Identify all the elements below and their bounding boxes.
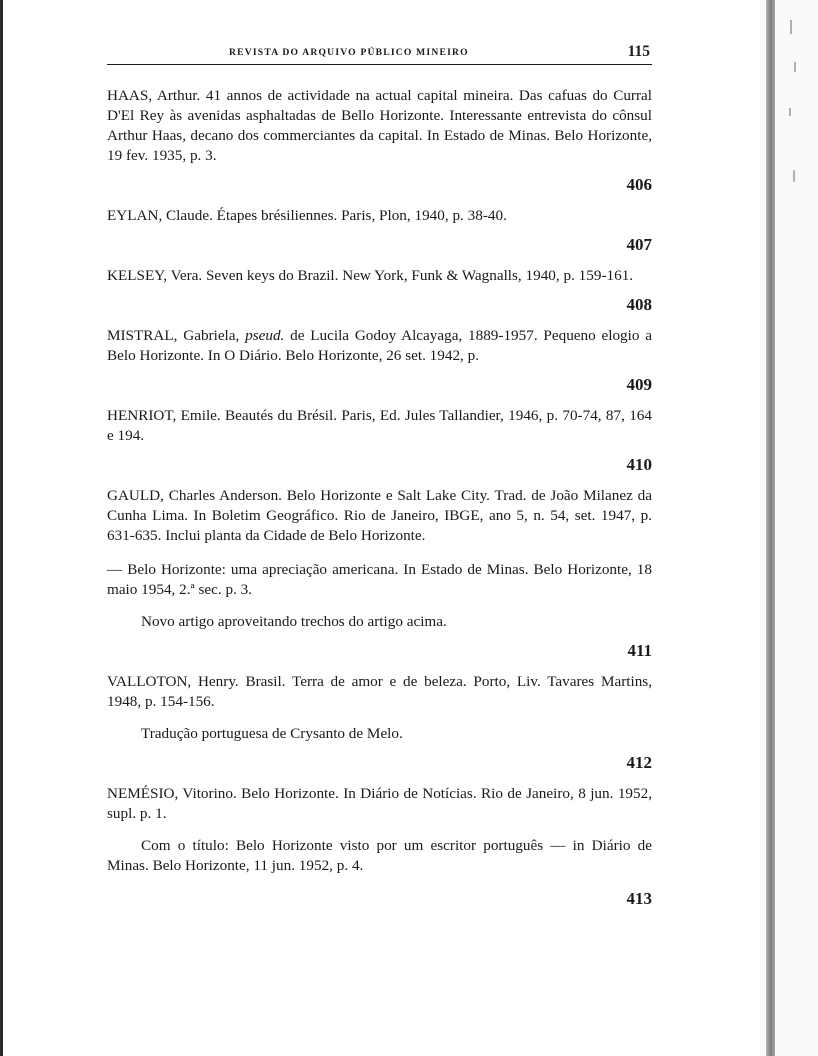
entry-number: 406 <box>626 175 652 194</box>
running-header <box>107 40 652 65</box>
entry-citation: VALLOTON, Henry. Brasil. Terra de amor e de beleza. Porto, Liv. Tavares Martins, 1948, p. 154-156. <box>107 673 652 710</box>
entry-citation: KELSEY, Vera. Seven keys do Brazil. New York, Funk & Wagnalls, 1940, p. 159-161. <box>107 267 634 284</box>
bibliography-entry <box>107 672 652 780</box>
bibliography-entry <box>107 326 652 402</box>
entry-number: 413 <box>626 889 652 908</box>
entry-number: 412 <box>626 753 652 772</box>
scan-mark <box>789 108 791 116</box>
bibliography-entry <box>107 266 652 322</box>
entry-citation: GAULD, Charles Anderson. Belo Horizonte e Salt Lake City. Trad. de João Milanez da Cunha Lima. In Boletim Geográfico. Rio de Janeiro, IBGE, ano 5, n. 54, set. 1947, p. 631-635. Inclui planta da Cidade de Belo Horizonte. <box>107 487 652 544</box>
scan-mark <box>790 20 792 34</box>
page-left-edge <box>0 0 3 1056</box>
entry-citation <box>107 326 652 366</box>
citation-text: de Lucila Godoy Alcayaga, 1889-1957. Pequeno elogio a Belo Horizonte. In O Diário. Belo Horizonte, 26 set. 1942, p. <box>107 327 652 364</box>
bibliography-entry <box>107 486 652 668</box>
document-page <box>107 40 652 920</box>
entry-note: Tradução portuguesa de Crysanto de Melo. <box>141 725 403 742</box>
entry-number: 409 <box>626 375 652 394</box>
journal-title: REVISTA DO ARQUIVO PÚBLICO MINEIRO <box>229 47 469 58</box>
binding-margin <box>760 0 818 1056</box>
entry-note: Novo artigo aproveitando trechos do artigo acima. <box>141 613 447 630</box>
scan-mark <box>794 62 796 72</box>
bibliography-entry <box>107 406 652 482</box>
entry-number: 411 <box>627 641 652 660</box>
entry-citation: HENRIOT, Emile. Beautés du Brésil. Paris, Ed. Jules Tallandier, 1946, p. 70-74, 87, 164 e 194. <box>107 407 652 444</box>
entry-citation: HAAS, Arthur. 41 annos de actividade na actual capital mineira. Das cafuas do Curral D'El Rey às avenidas asphaltadas de Bello Horizonte. Interessante entrevista do cônsul Arthur Haas, decano dos commerciantes da capital. In Estado de Minas. Belo Horizonte, 19 fev. 1935, p. 3. <box>107 87 652 164</box>
entry-number: 407 <box>626 235 652 254</box>
citation-text: MISTRAL, Gabriela, <box>107 327 246 344</box>
binding-bar <box>766 0 775 1056</box>
bibliography-entry <box>107 86 652 202</box>
entry-note: Com o título: Belo Horizonte visto por um escritor português — in Diário de Minas. Belo Horizonte, 11 jun. 1952, p. 4. <box>107 837 652 874</box>
entry-citation-related: — Belo Horizonte: uma apreciação americana. In Estado de Minas. Belo Horizonte, 18 maio 1954, 2.ª sec. p. 3. <box>107 561 652 598</box>
entry-number: 408 <box>626 295 652 314</box>
page-number: 115 <box>627 43 650 60</box>
pseudonym-abbrev: pseud. <box>245 327 285 344</box>
entry-number: 410 <box>626 455 652 474</box>
bibliography-list <box>107 86 652 916</box>
bibliography-entry <box>107 206 652 262</box>
entry-citation: NEMÉSIO, Vitorino. Belo Horizonte. In Diário de Notícias. Rio de Janeiro, 8 jun. 1952, supl. p. 1. <box>107 785 652 822</box>
scan-mark <box>793 170 795 182</box>
bibliography-entry <box>107 784 652 916</box>
entry-citation: EYLAN, Claude. Étapes brésiliennes. Paris, Plon, 1940, p. 38-40. <box>107 207 507 224</box>
